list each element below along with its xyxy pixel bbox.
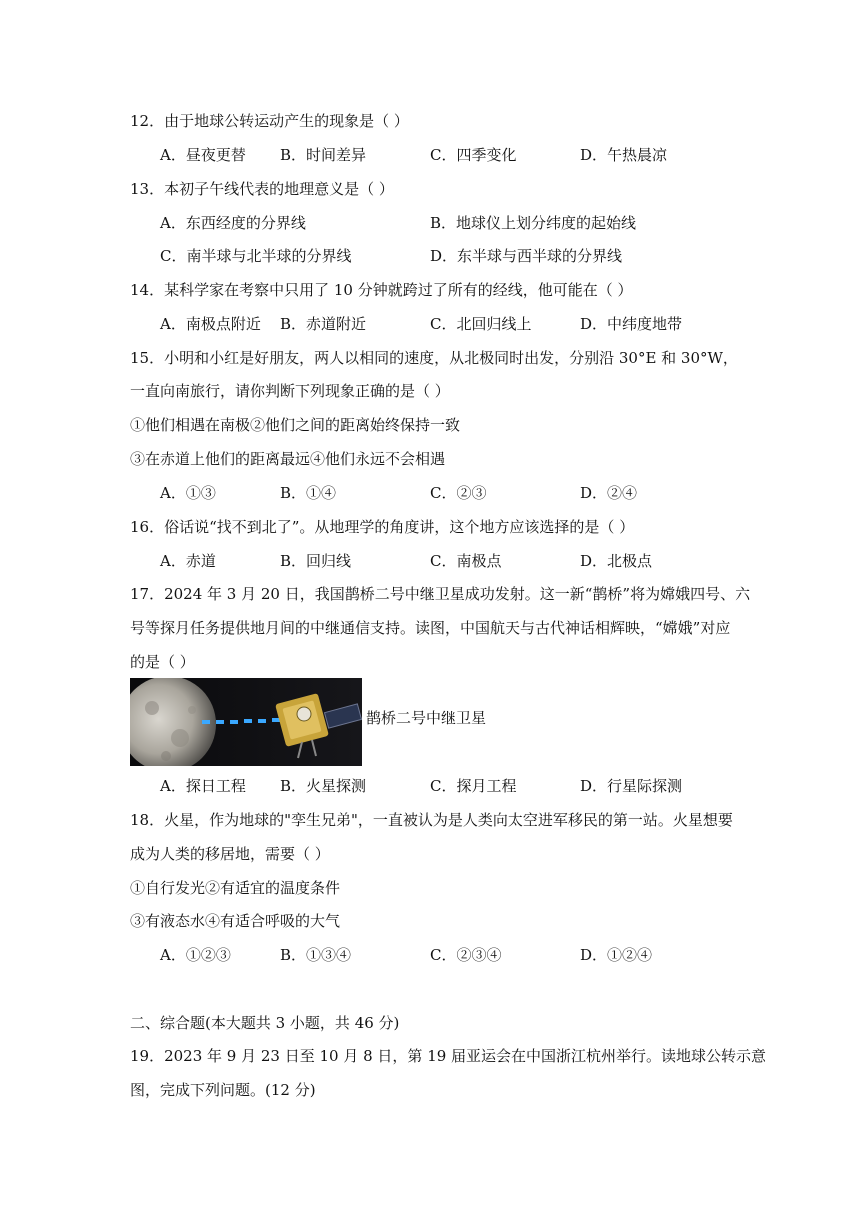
q12-option-a: A．昼夜更替 [160, 146, 246, 164]
question-18-statement-1: ①自行发光②有适宜的温度条件 [130, 879, 341, 897]
question-18-stem-line-1: 18．火星，作为地球的"孪生兄弟"，一直被认为是人类向太空进军移民的第一站。火星想要 [130, 811, 733, 829]
q12-option-d: D．午热晨凉 [580, 146, 668, 164]
question-15-statement-2: ③在赤道上他们的距离最远④他们永远不会相遇 [130, 450, 446, 468]
q16-option-d: D．北极点 [580, 552, 653, 570]
question-17-stem-line-3: 的是（ ） [130, 653, 195, 671]
q15-option-c: C．②③ [430, 484, 487, 502]
q17-option-b: B．火星探测 [280, 777, 367, 795]
q16-option-a: A．赤道 [160, 552, 216, 570]
question-16-stem: 16．俗话说“找不到北了”。从地理学的角度讲，这个地方应该选择的是（ ） [130, 518, 635, 536]
q12-option-c: C．四季变化 [430, 146, 517, 164]
q15-option-d: D．②④ [580, 484, 638, 502]
question-12-stem: 12．由于地球公转运动产生的现象是（ ） [130, 112, 409, 130]
figure-caption: 鹊桥二号中继卫星 [366, 709, 487, 727]
question-17-stem-line-1: 17．2024 年 3 月 20 日，我国鹊桥二号中继卫星成功发射。这一新“鹊桥”将为嫦娥四号、六 [130, 585, 751, 603]
q18-option-b: B．①③④ [280, 946, 352, 964]
q13-option-b: B．地球仪上划分纬度的起始线 [430, 214, 637, 232]
question-19-stem-line-2: 图，完成下列问题。(12 分) [130, 1081, 316, 1099]
question-19-stem-line-1: 19．2023 年 9 月 23 日至 10 月 8 日，第 19 届亚运会在中国浙江杭州举行。读地球公转示意 [130, 1047, 767, 1065]
q18-option-a: A．①②③ [160, 946, 231, 964]
q12-option-b: B．时间差异 [280, 146, 367, 164]
q16-option-c: C．南极点 [430, 552, 502, 570]
q14-option-c: C．北回归线上 [430, 315, 532, 333]
q17-option-a: A．探日工程 [160, 777, 246, 795]
question-15-stem-line-1: 15．小明和小红是好朋友，两人以相同的速度，从北极同时出发，分别沿 30°E 和 30°W， [130, 349, 738, 367]
q15-option-b: B．①④ [280, 484, 337, 502]
relay-satellite-image [130, 678, 362, 766]
moon-satellite-illustration [130, 678, 362, 766]
q14-option-a: A．南极点附近 [160, 315, 261, 333]
q14-option-d: D．中纬度地带 [580, 315, 683, 333]
q13-option-c: C．南半球与北半球的分界线 [160, 247, 352, 265]
question-14-stem: 14．某科学家在考察中只用了 10 分钟就跨过了所有的经线，他可能在（ ） [130, 281, 633, 299]
q15-option-a: A．①③ [160, 484, 216, 502]
q18-option-c: C．②③④ [430, 946, 502, 964]
q17-option-c: C．探月工程 [430, 777, 517, 795]
question-13-stem: 13．本初子午线代表的地理意义是（ ） [130, 180, 394, 198]
q13-option-d: D．东半球与西半球的分界线 [430, 247, 623, 265]
q13-option-a: A．东西经度的分界线 [160, 214, 306, 232]
question-15-stem-line-2: 一直向南旅行，请你判断下列现象正确的是（ ） [130, 382, 450, 400]
question-15-statement-1: ①他们相遇在南极②他们之间的距离始终保持一致 [130, 416, 461, 434]
question-18-stem-line-2: 成为人类的移居地，需要（ ） [130, 845, 330, 863]
q18-option-d: D．①②④ [580, 946, 653, 964]
q16-option-b: B．回归线 [280, 552, 352, 570]
question-18-statement-2: ③有液态水④有适合呼吸的大气 [130, 912, 341, 930]
section-2-heading: 二、综合题(本大题共 3 小题，共 46 分) [130, 1014, 400, 1032]
q14-option-b: B．赤道附近 [280, 315, 367, 333]
question-17-stem-line-2: 号等探月任务提供地月间的中继通信支持。读图，中国航天与古代神话相辉映，“嫦娥”对应 [130, 619, 731, 637]
q17-option-d: D．行星际探测 [580, 777, 683, 795]
